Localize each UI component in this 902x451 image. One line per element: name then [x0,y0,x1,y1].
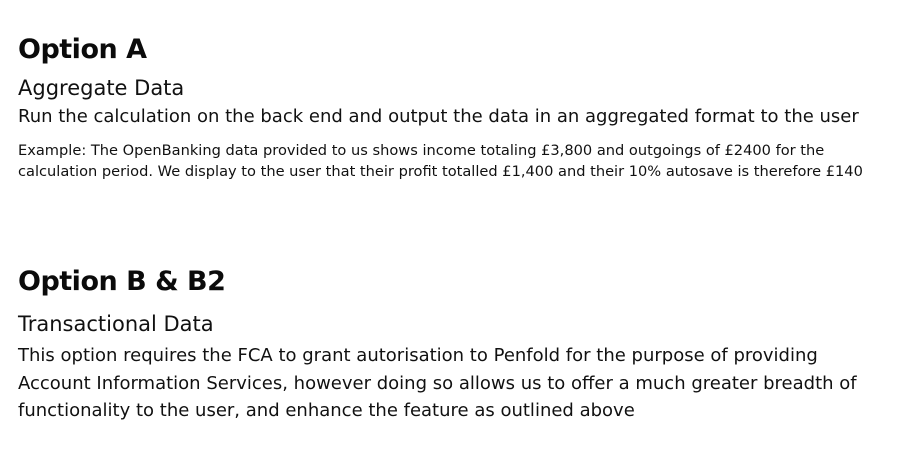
option-a-example: Example: The OpenBanking data provided to us shows income totaling £3,800 and outgoings of £2400 for the calculation period. We display to the user that their profit totalled £1,400 and their 10% autosave is therefore £140 [18,142,863,180]
option-a-section [18,33,888,182]
option-b-subheading: Transactional Data [18,312,214,336]
option-b-section [18,265,888,425]
option-b-description: This option requires the FCA to grant autorisation to Penfold for the purpose of providing Account Information Services, however doing so allows us to offer a much greater breadth of functionality to the user, and enhance the feature as outlined above [18,345,857,421]
option-b-heading: Option B & B2 [18,266,226,297]
option-a-description: Run the calculation on the back end and output the data in an aggregated format to the user [18,106,859,127]
option-a-subheading: Aggregate Data [18,76,185,100]
option-a-heading: Option A [18,34,147,65]
